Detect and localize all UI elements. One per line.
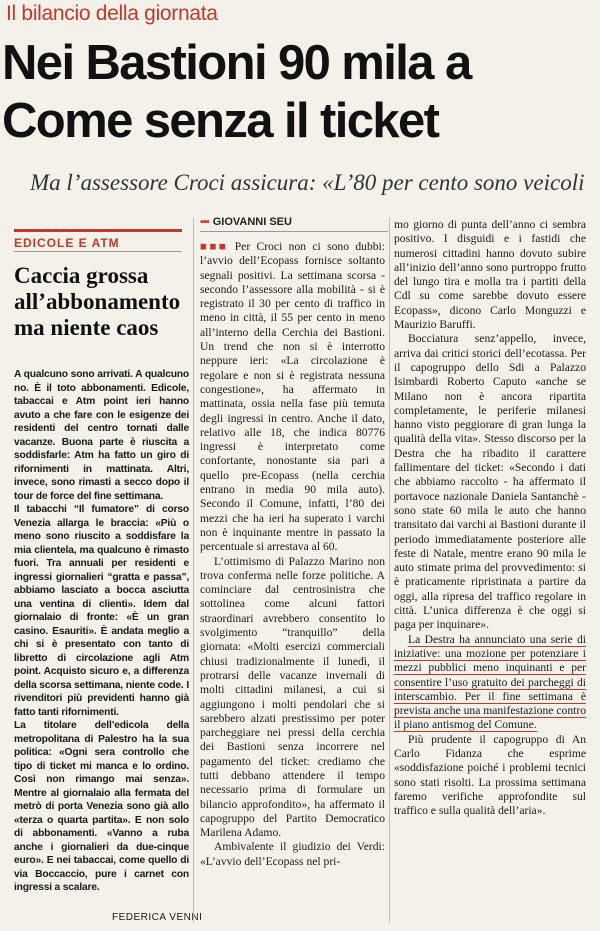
section-rubric: EDICOLE E ATM bbox=[14, 229, 182, 250]
byline bbox=[200, 216, 292, 228]
main-article-column-2 bbox=[394, 218, 586, 818]
kicker: Il bilancio della giornata bbox=[6, 2, 218, 25]
byline-marker-icon: ▪▪▪ bbox=[200, 216, 209, 228]
rubric-divider bbox=[14, 251, 182, 252]
column-divider bbox=[193, 218, 194, 923]
sidebar-title: Caccia grossa all’abbonamento ma niente caos bbox=[14, 263, 181, 340]
article-paragraph: mo giorno di punta dell’anno ci sembra positivo. I disguidi e i fastidi che numerosi cittadini hanno dovuto subire all’inizio dell’anno sono purtroppo frutto del lungo tira e molla tra i partiti della Cdl su come sarebbe dovuto essere Ecopass», dicono Carlo Monguzzi e Maurizio Baruffi. bbox=[394, 218, 586, 332]
sidebar-paragraph: La titolare dell’edicola della metropolitana di Palestro ha la sua politica: «Ogni sera controllo che tipo di ticket mi manca e lo ordino. Così non rimango mai senza». Mentre al giornalaio alla fermata del metrò di porta Venezia sono già allo «terza o quarta partita». E non solo di abbonamenti. «Vanno a ruba anche i giornalieri da due-cinque euro». E nei tabaccai, come quello di via Boccaccio, pure i carnet con ingressi a scalare. bbox=[14, 720, 189, 893]
column-divider bbox=[389, 218, 390, 923]
article-paragraph: Ambivalente il giudizio dei Verdi: «L’avvio dell’Ecopass nel pri- bbox=[200, 840, 385, 868]
byline-author: GIOVANNI SEU bbox=[212, 216, 292, 228]
article-paragraph: ■■■ Per Croci non ci sono dubbi: l’avvio dell’Ecopass fornisce soltanto segnali positivi. La settimana scorsa - secondo l’assessore alla mobilità - si è registrato il 30 per cento di traffico in meno in città, il 55 per cento in meno all’interno della Cerchia dei Bastioni. Un trend che non si è interrotto neppure ieri: «La circolazione è regolare e non si è registrata nessuna congestione», ha affermato in mattinata, ossia nella fase più temuta degli ingressi in centro. Anche il dato, relativo alle 18, che indica 80776 ingressi è interpretato come confortante, nonostante sia pari a quello pre-Ecopass (nella cerchia entrano in media 90 mila auto). Secondo il Comune, infatti, l’80 dei mezzi che ha ieri ha superato i varchi non è inquinante mentre in passato la percentuale si arrestava al 60. bbox=[200, 240, 385, 554]
sidebar-paragraph: Il tabacchi “Il fumatore” di corso Venezia allarga le braccia: «Più o meno sono riuscito a soddisfare la mia clientela, ma qualcuno è rimasto fuori. Tra annuali per residenti e ingressi giornalieri “gratta e passa”, abbiamo lasciato a bocca asciutta una ventina di clienti». Idem dal giornalaio di fronte: «È un gran casino. Esauriti». È andata meglio a chi si è presentato con tanto di libretto di circolazione agli Atm point. Acquisto sicuro e, a differenza della scorsa settimana, niente code. I rivenditori più previdenti hanno già fatto tanti rifornimenti. bbox=[14, 504, 189, 718]
byline-divider bbox=[200, 231, 388, 232]
handwritten-underline: La Destra ha annunciato una serie di iniziative: una mozione per potenziare i mezzi pubblici meno inquinanti e per consentire l’uso gratuito dei parcheggi di interscambio. Per il fine settimana è prevista anche una manifestazione contro il piano antismog del Comune. bbox=[394, 632, 586, 732]
sidebar-article-body bbox=[14, 368, 189, 895]
headline bbox=[2, 34, 471, 150]
headline-line-1: Nei Bastioni 90 mila a bbox=[2, 36, 471, 90]
subhead: Ma l’assessore Croci assicura: «L’80 per cento sono veicoli bbox=[30, 170, 585, 195]
headline-line-2: Come senza il ticket bbox=[2, 94, 439, 148]
sidebar-paragraph: A qualcuno sono arrivati. A qualcuno no. È il toto abbonamenti. Edicole, tabaccai e Atm point ieri hanno avuto a che fare con le esigenze dei residenti del centro tornati dalle vacanze. Buona parte è riuscita a soddisfarle: Atm ha fatto un giro di rifornimenti in mattinata. Altri, invece, sono rimasti a secco dopo il tour de force del fine settimana. bbox=[14, 369, 189, 502]
article-paragraph: Bocciatura senz’appello, invece, arriva dai critici storici dell’ecotassa. Per il capogruppo dello Sdi a Palazzo Isimbardi Roberto Caputo «anche se Milano non è ancora ripartita completamente, le periferie milanesi hanno visto peggiorare di gran lunga la qualità della vita». Stesso discorso per la Destra che ha ribadito il carattere fallimentare del ticket: «Secondo i dati che abbiamo raccolto - ha affermato il portavoce nazionale Daniela Santanchè - sono state 60 mila le auto che hanno transitato dai varchi ai Bastioni durante il periodo immediatamente posteriore alle feste di Natale, mentre erano 90 mila le auto stimate prima del provvedimento: si è praticamente ripristinata a partire da oggi, alla ripresa del traffico regolare in città. L’unica differenza è che oggi si paga per inquinare». bbox=[394, 332, 586, 632]
article-paragraph: L’ottimismo di Palazzo Marino non trova conferma nelle forze politiche. A cominciare dal centrosinistra che sottolinea come alcuni fattori straordinari avrebbero consentito lo svolgimento “tranquillo” della giornata: «Molti esercizi commerciali chiusi tradizionalmente il lunedì, il protrarsi delle vacanze invernali di molti cittadini milanesi, a cui si aggiungono i molti pendolari che si sarebbero alzati prestissimo per poter parcheggiare nei pressi della cerchia dei Bastioni senza incorrere nel pagamento del ticket: crediamo che tutti debbano attendere il tempo necessario prima di formulare un bilancio approfondito», ha affermato il capogruppo del Partito Democratico Marilena Adamo. bbox=[200, 554, 385, 840]
main-article-column-1 bbox=[200, 240, 385, 869]
paragraph-marker-icon: ■■■ bbox=[200, 240, 229, 253]
article-paragraph-highlighted bbox=[394, 633, 586, 733]
article-paragraph: Più prudente il capogruppo di An Carlo Fidanza che esprime «soddisfazione poiché i problemi tecnici sono stati risolti. La prossima settimana faremo verifiche approfondite sul traffico e sulla qualità dell’aria». bbox=[394, 732, 586, 818]
sidebar-signature: FEDERICA VENNI bbox=[112, 912, 203, 923]
